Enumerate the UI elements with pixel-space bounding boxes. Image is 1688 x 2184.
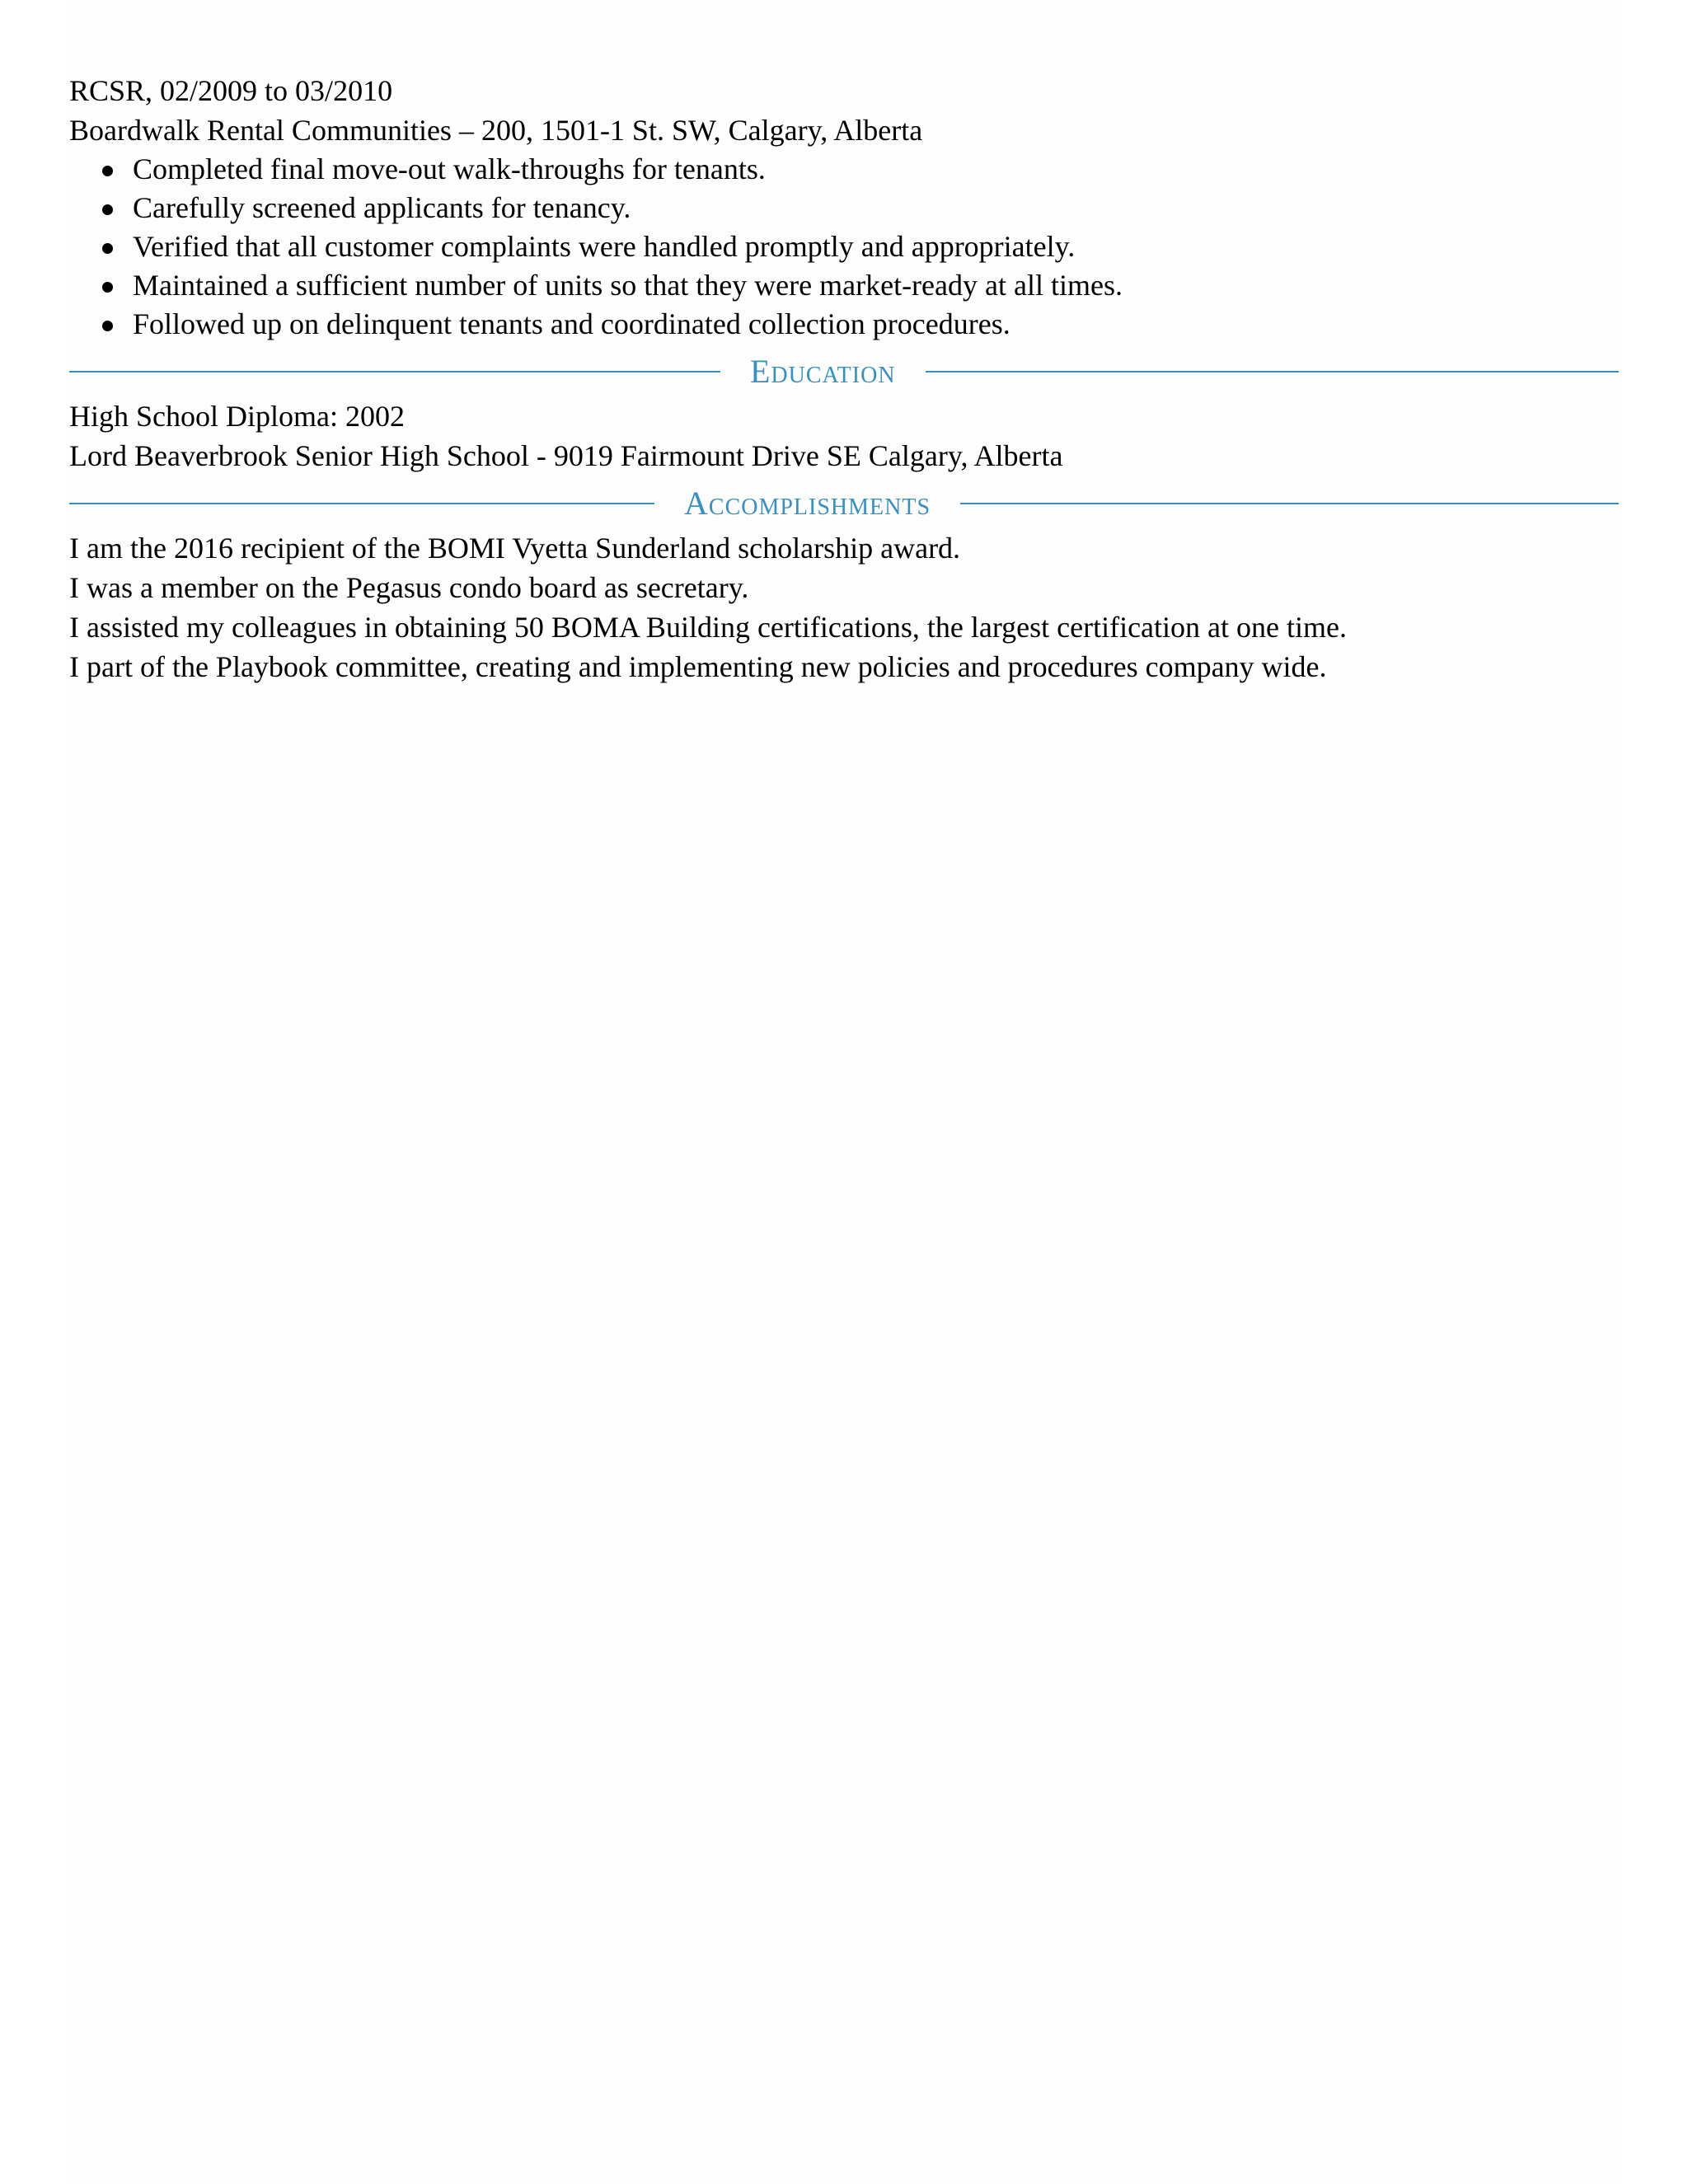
list-item (69, 266, 1619, 305)
job-title-dates: RCSR, 02/2009 to 03/2010 (69, 74, 393, 107)
heading-rule-right (926, 371, 1619, 373)
list-item (69, 150, 1619, 189)
list-item-text: Completed final move-out walk-throughs for tenants. (133, 152, 766, 185)
accomplishments-heading-text: Accomplishments (684, 485, 931, 522)
list-item-text: Maintained a sufficient number of units so that they were market-ready at all times. (133, 269, 1123, 302)
list-item-text: Carefully screened applicants for tenancy. (133, 191, 631, 224)
accomplishment-item: I part of the Playbook committee, creating and implementing new policies and procedures company wide. (69, 650, 1327, 683)
list-item (69, 189, 1619, 227)
responsibility-list (69, 150, 1619, 344)
accomplishments-section (69, 528, 1619, 687)
list-item-text: Followed up on delinquent tenants and coordinated collection procedures. (133, 307, 1010, 340)
resume-content (69, 71, 1619, 687)
education-heading (69, 347, 1619, 396)
list-item (69, 227, 1619, 266)
bullet-icon (102, 243, 113, 254)
bullet-icon (102, 204, 113, 215)
education-degree: High School Diploma: 2002 (69, 400, 405, 433)
accomplishment-item: I am the 2016 recipient of the BOMI Vyetta Sunderland scholarship award. (69, 532, 961, 565)
accomplishment-item: I was a member on the Pegasus condo board as secretary. (69, 571, 749, 604)
experience-entry (69, 71, 1619, 344)
accomplishment-item: I assisted my colleagues in obtaining 50 BOMA Building certifications, the largest certification at one time. (69, 611, 1347, 644)
heading-rule-left (69, 503, 654, 504)
heading-rule-left (69, 371, 720, 373)
education-heading-text: Education (750, 353, 896, 390)
heading-rule-right (960, 503, 1619, 504)
bullet-icon (102, 282, 113, 293)
bullet-icon (102, 321, 113, 331)
list-item-text: Verified that all customer complaints were handled promptly and appropriately. (133, 230, 1076, 263)
list-item (69, 305, 1619, 344)
company-address: Boardwalk Rental Communities – 200, 1501-1 St. SW, Calgary, Alberta (69, 114, 923, 147)
accomplishments-heading (69, 479, 1619, 528)
education-section (69, 396, 1619, 476)
bullet-icon (102, 166, 113, 176)
education-school: Lord Beaverbrook Senior High School - 9019 Fairmount Drive SE Calgary, Alberta (69, 439, 1063, 472)
